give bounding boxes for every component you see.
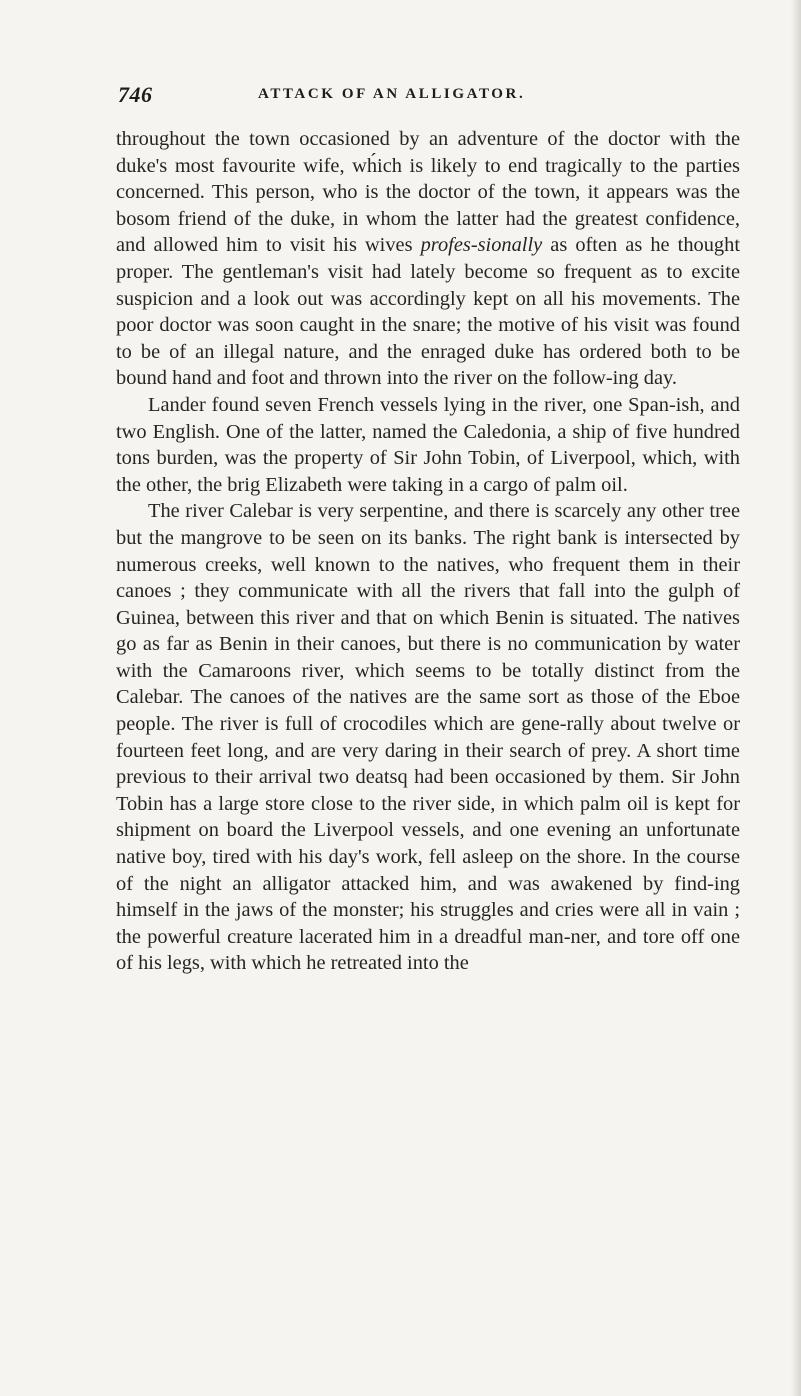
paragraph-1	[116, 126, 740, 392]
paragraph-3: The river Calebar is very serpentine, and there is scarcely any other tree but the mangrove to be seen on its banks. The right bank is intersected by numerous creeks, well known to the natives, who frequent them in their canoes ; they communicate with all the rivers that fall into the gulph of Guinea, between this river and that on which Benin is situated. The natives go as far as Benin in their canoes, but there is no communication by water with the Camaroons river, which seems to be totally distinct from the Calebar. The canoes of the natives are the same sort as those of the Eboe people. The river is full of crocodiles which are gene-rally about twelve or fourteen feet long, and are very daring in their search of prey. A short time previous to their arrival two deatsq had been occasioned by them. Sir John Tobin has a large store close to the river side, in which palm oil is kept for shipment on board the Liverpool vessels, and one evening an unfortunate native boy, tired with his day's work, fell asleep on the shore. In the course of the night an alligator attacked him, and was awakened by find-ing himself in the jaws of the monster; his struggles and cries were all in vain ; the powerful creature lacerated him in a dreadful man-ner, and tore off one of his legs, with which he retreated into the	[116, 500, 740, 975]
paragraph-1-emphasis: profes-sionally	[420, 234, 543, 257]
page-number: 746	[118, 82, 153, 107]
running-head: ATTACK OF AN ALLIGATOR.	[258, 86, 526, 102]
body-text	[116, 126, 740, 977]
paragraph-2: Lander found seven French vessels lying in the river, one Span-ish, and two English. One of the latter, named the Caledonia, a ship of five hundred tons burden, was the property of Sir John Tobin, of Liverpool, which, with the other, the brig Elizabeth were taking in a cargo of palm oil.	[116, 393, 740, 496]
paragraph-1-after: as often as he thought proper. The gentleman's visit had lately become so frequent as to excite suspicion and a look out was accordingly kept on all his movements. The poor doctor was soon caught in the snare; the motive of his visit was found to be of an illegal nature, and the enraged duke has ordered both to be bound hand and foot and thrown into the river on the follow-ing day.	[116, 234, 740, 390]
paragraph-1-before: throughout the town occasioned by an adventure of the doctor with the duke's most favourite wife, wh́ich is likely to end tragically to the parties concerned. This person, who is the doctor of the town, it appears was the bosom friend of the duke, in whom the latter had the greatest confidence, and allowed him to visit his wives	[116, 128, 740, 257]
page-edge-shadow	[791, 0, 801, 1396]
page-header	[118, 82, 738, 110]
